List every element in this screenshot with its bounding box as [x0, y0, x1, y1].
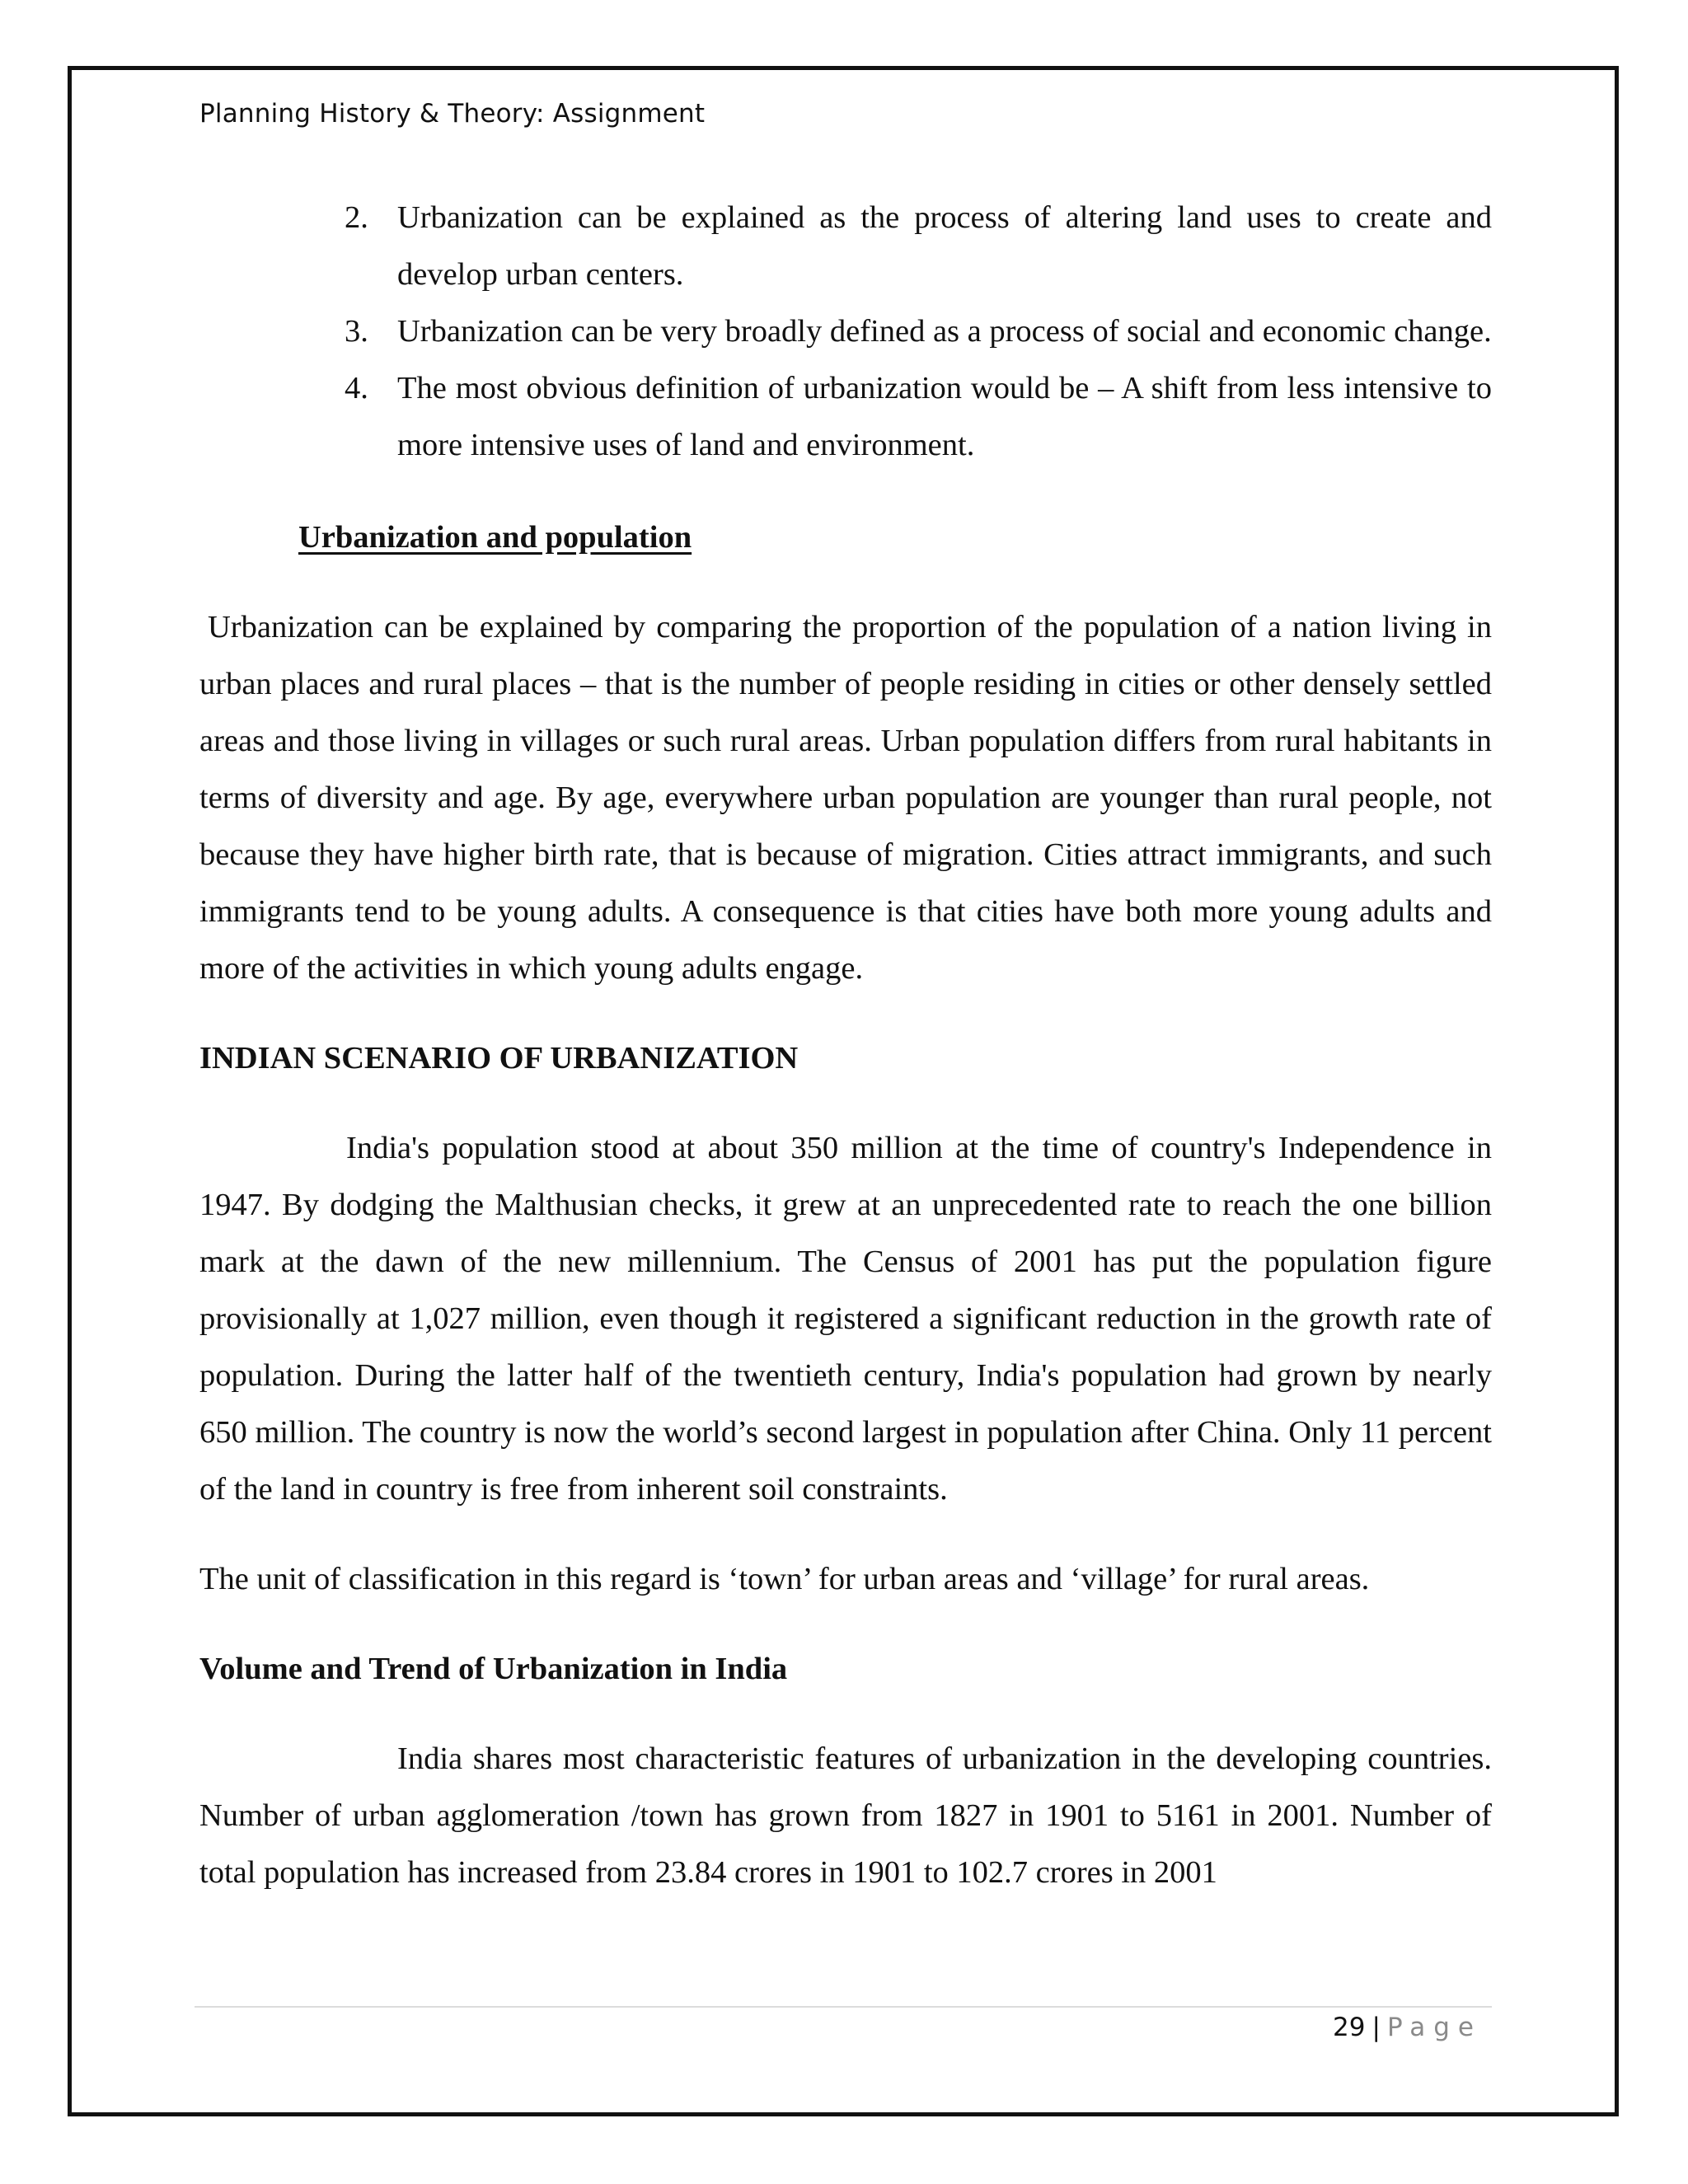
page-number: 29	[1333, 2013, 1366, 2042]
definitions-list	[199, 190, 1492, 474]
paragraph-unit-classification: The unit of classification in this regard is ‘town’ for urban areas and ‘village’ for rural areas.	[199, 1562, 1370, 1596]
list-item	[199, 360, 1492, 474]
heading-urbanization-population: Urbanization and population	[298, 520, 692, 555]
list-number: 3.	[345, 314, 368, 349]
page-footer	[1333, 2013, 1482, 2042]
heading-indian-scenario: INDIAN SCENARIO OF URBANIZATION	[199, 1041, 799, 1076]
list-item	[199, 303, 1492, 360]
running-header: Planning History & Theory: Assignment	[199, 99, 706, 129]
list-number: 4.	[345, 371, 368, 405]
paragraph-population: Urbanization can be explained by comparing the proportion of the population of a nation living in urban places and rural places – that is the number of people residing in cities or other densely settled areas and those living in villages or such rural areas. Urban population differs from rural habitants in terms of diversity and age. By age, everywhere urban population are younger than rural people, not because they have higher birth rate, that is because of migration. Cities attract immigrants, and such immigrants tend to be young adults. A consequence is that cities have both more young adults and more of the activities in which young adults engage.	[199, 610, 1492, 986]
list-number: 2.	[345, 200, 368, 235]
footer-divider	[195, 2006, 1492, 2008]
heading-volume-trend: Volume and Trend of Urbanization in India	[199, 1652, 788, 1686]
paragraph-volume-trend: India shares most characteristic features of urbanization in the developing countries. Number of urban agglomeration /town has grown from 1827 in 1901 to 5161 in 2001. Number of total population has increased from 23.84 crores in 1901 to 102.7 crores in 2001	[199, 1741, 1492, 1890]
footer-separator: |	[1372, 2013, 1381, 2042]
page-content	[199, 190, 1492, 1901]
list-text: Urbanization can be very broadly defined as a process of social and economic change.	[397, 314, 1492, 349]
paragraph-indian-scenario: India's population stood at about 350 million at the time of country's Independence in 1947. By dodging the Malthusian checks, it grew at an unprecedented rate to reach the one billion mark at the dawn of the new millennium. The Census of 2001 has put the population figure provisionally at 1,027 million, even though it registered a significant reduction in the growth rate of population. During the latter half of the twentieth century, India's population had grown by nearly 650 million. The country is now the world’s second largest in population after China. Only 11 percent of the land in country is free from inherent soil constraints.	[199, 1131, 1492, 1507]
list-text: The most obvious definition of urbanization would be – A shift from less intensive to more intensive uses of land and environment.	[397, 371, 1492, 462]
list-text: Urbanization can be explained as the process of altering land uses to create and develop urban centers.	[397, 200, 1492, 292]
page-label: Page	[1386, 2013, 1482, 2042]
list-item	[199, 190, 1492, 303]
